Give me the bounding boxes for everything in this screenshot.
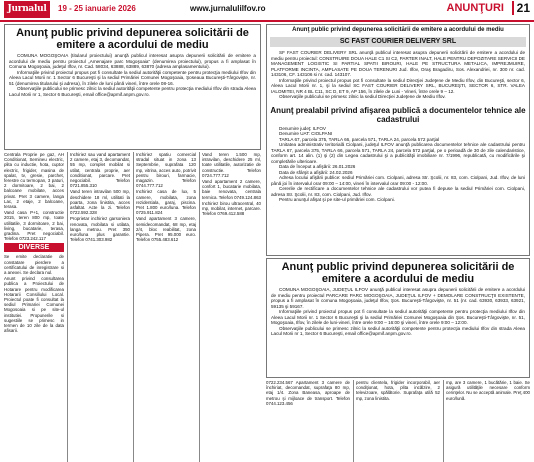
small-ad: mp, are 3 camere, 1 bucătărie, 1 baie. Se asigură utilităţile necesare conform cerinţelor. Nu se acceptă animale. Preţ 400 euro/lună. (446, 380, 530, 401)
notice-paragraph: Data de sfârşit a afişării: 24.02.2026 (279, 169, 353, 175)
ads-column-1 (4, 152, 64, 462)
announcement-fast-courier (266, 24, 530, 256)
small-ads-section (4, 152, 261, 462)
column-divider (443, 380, 444, 462)
announcement-paragraph: Informaţiile privind proiectul propus pot fi consultate la sediul autorităţii competente pentru protecţia mediului Ilfov din Aleea Lacul Morii nr. 1 Sector 6 Bucureşti şi la sediul Primăriei Comunei Mogoşoaia, Şoseaua Bucureşti-Târgovişte, nr. 51 (denumirea titularului şi adresa), în zilele de luni până vineri, între orele 08-16. (9, 69, 256, 86)
company-name-banner: SC FAST COURIER DELIVERY SRL (270, 37, 526, 47)
ads-column-4 (202, 152, 261, 462)
column-divider (133, 152, 134, 462)
small-ad: Vand apartament 2 camere, confort 1, bucatarie mobilata, baie renovata, centrala termica. Telefon 0749.124.863 (202, 179, 261, 200)
small-ad: 0722.234.567 Apartament 3 camere de închiriat, decomandat, suprafaţa 80 mp, etaj 1/4. Zona Baneasa, aproape de metrou şi mijloace de transport. Telefon 0744.123.456 (266, 380, 350, 406)
right-ads-column-2 (356, 380, 440, 462)
announcement-mogosoaia-parking (266, 258, 530, 378)
small-ad: pentru clientela, frigider incorporabil, aer condiţionat, hota, plita incălzire, 2 televizoare, spălătorie. Suprafaţa utilă 52 mp, zona linistita. (356, 380, 440, 401)
small-ad: Inchiriez birou ultracentral, 40 mp, mobilat, internet, parcare. Telefon 0769.412.588 (202, 200, 261, 217)
cadastre-notice-body (267, 126, 529, 203)
right-ads-column-3 (446, 380, 530, 462)
column-divider (199, 152, 200, 462)
page-number: 21 (512, 1, 530, 15)
announcement-paragraph: COMUNA MOGOŞOAIA (titularul proiectului) anunţă publicul interesat asupra depunerii solicitării de emitere a acordului de mediu pentru proiectul „Amenajare parc Mogoşoaia“ (denumirea proiectului), propus a fi amplasat în Comuna Mogoşoaia, judeţul Ilfov, nr. Cad. 58034, 63888, 63889, 63870 (adresa amplasamentului). (9, 53, 256, 69)
column-divider (67, 152, 68, 462)
small-ad: Anunt privind consultarea publica a Proiectului de Hotarare pentru modificarea Hotararii Consiliului Local. Proiectul poate fi consultat la sediul Primariei Comunei Mogosoaia si pe site-ul institutiei. Propunerile si sugestiile se primesc in termen de 10 zile de la data afisarii. (4, 276, 64, 334)
issue-date: 19 - 25 ianuarie 2026 (58, 4, 136, 13)
notice-paragraph: Pentru anunţul afişat şi pe site-ul primăriei com. Ciolpani. (279, 197, 395, 202)
ads-column-3 (136, 152, 196, 462)
announcement-body (267, 50, 529, 100)
small-ad: Inchiriez casa de lux, 5 camere, mobilata, zona rezidentiala, garaj, piscina. Pret 1.800 euro/luna. Telefon 0725.911.824 (136, 189, 196, 216)
small-ad: Vand teren 1.500 mp, intravilan, deschidere 25 ml, toate utilitatile, autorizatie de constructie. Telefon 0724.777.712 (202, 152, 261, 178)
small-ad: Vand apartament 3 camere, semidecomandat, 68 mp, etaj 2/4, bloc reabilitat, zona Pipera. Pret 95.000 euro. Telefon 0755.483.612 (136, 216, 196, 243)
announcement-body (271, 287, 525, 337)
website-url[interactable]: www.jurnalulilfov.ro (190, 4, 266, 13)
small-ad: Proprietar inchiriez garsoniera renovata, mobilata si utilata, langa metrou. Pret 350 euro/luna plus garantie. Telefon 0741.303.982 (70, 216, 130, 243)
announcement-mogosoaia-park (4, 24, 261, 150)
right-small-ads (266, 380, 530, 462)
notice-paragraph: Denumire judeţ: ILFOV (279, 125, 326, 131)
small-ad: Vand casa P+1, constructie 2015, teren 800 mp, toate utilitatile, 3 dormitoare, 2 bai, living, bucatarie, terasa, gradina. Pret negociabil. Telefon 0723.242.117 (4, 210, 64, 242)
small-ad: Inchiriez sau vand apartament 2 camere, etaj 3, decomandat, 55 mp, complet mobilat si utilat, centrala proprie, aer conditionat, parcare. Pret negociabil. Telefon 0721.855.310 (70, 152, 130, 189)
small-ad: Vand teren intravilan 500 mp, deschidere 18 ml, utilitati la poarta, zona linistita, acces asfaltat. Acte la zi. Telefon 0722.592.328 (70, 189, 130, 216)
notice-paragraph: Data de început a afişării: 26.01.2026 (279, 164, 356, 169)
section-label-diverse: DIVERSE (4, 243, 64, 252)
announcement-paragraph: Informaţiile privind proiectul propus pot fi consultate la sediul Direcţiei Judeţene de Mediu Ilfov, din Bucureşti, sector 6, Aleea Lacul Morii nr. 1, şi la sediul SC FAST COURIER DELIVERY SRL, BUCUREŞTI, SECTOR 6, STR. VALEA IALOMITEI, NR 4 BL C11, SC D, ET 9, AP 156, în zilele de Luni - Vineri, între orele 9 – 12. (271, 77, 525, 94)
notice-paragraph: Unitatea administrativ teritorială Ciolpani, judeţul ILFOV anunţă publicarea documentelor tehnice ale cadastrului pentru TARLA 67, parcela 375, TARLA 66, parcela 571, TARLA 24, parcela 572 parţial, pe o perioadă de 30 de zile calendaristice, conform art. 14 alin. (1) şi (2) din Legea cadastrului şi a publicităţii imobiliare nr. 7/1996, republicată, cu modificările şi completările ulterioare. (271, 142, 525, 164)
announcement-paragraph: Informaţiile privind proiectul propus pot fi consultate la sediul autorităţii competente pentru protecţia mediului Ilfov din Aleea Lacul Morii nr. 1 Sector 6 Bucureşti şi la sediul Primăriei Comunei Mogoşoaia din Şos. Bucureşti-Târgovişte, nr. 51, Mogoşoaia, Ilfov, în zilele de luni-vineri, între orele 9:00 – 16:00 şi vineri, între orele 9:00 – 12:00. (271, 309, 525, 325)
cadastre-notice-title: Anunţ prealabil privind afişarea publică a documentelor tehnice ale cadastrului (270, 105, 526, 124)
small-ad: Centrala Proprie pe gaz, AH Conditionat, Semineu electric, plita cu inductie, hota, cuptor electric, frigider, masina de spalat, tv, gresie, parchet, ferestre cu termopan, 3 paturi, 2 dormitoare, 2 bai, 2 balcoane mobilate, acces privat. Pret 3 camere, langa Lac, 2 etaje, 2 balcoane, terasa. (4, 152, 64, 210)
notice-paragraph: Adresa locului afişării publice: sediul Primăriei com. Ciolpani, adresa Str. Şcolii, nr. 83, com. Ciolpani, Jud. Ilfov, de luni până joi în intervalul orar 09:00 – 14:00, vineri în intervalul orar 09:00 - 12:00. (271, 175, 525, 186)
announcement-paragraph: COMUNA MOGOŞOAIA, JUDEŢUL ILFOV anunţă publicul interesat asupra depunerii solicitării de emitere a acordului de mediu pentru proiectul PARCARE PARC MOGOŞOAIA, JUDEŢUL ILFOV + DEMOLARE CONSTRUCŢII EXISTENTE, propus a fi amplasat în comuna Mogoşoaia, judeţul Ilfov, Şos. Bucureşti-Târgovişte, nr. 51 (nr. cad. 63930, 63933, 63921, 59135 şi 59167. (271, 287, 525, 309)
small-ad: Se emite declaratie de constatare pierdere a certificatului de inregistrare si a anexei. Se declara nul. (4, 254, 64, 276)
page-header (0, 0, 534, 22)
small-ad: Inchiriez spatiu comercial stradal situat in zona 13 Septembrie, suprafata 120 mp, vitrina, acces auto, potrivit pentru birouri, farmacie, magazin. Telefon 0744.777.712 (136, 152, 196, 189)
announcement-title: Anunţ public privind depunerea solicitării de emitere a acordului de mediu (16, 27, 249, 51)
column-divider (353, 380, 354, 462)
notice-paragraph: Cererile de rectificare a documentelor tehnice ale cadastrului vor putea fi depuse la sediul Primăriei com. Ciolpani, adresa Str. Şcolii, nr. 83, com. Ciolpani, Jud. Ilfov. (271, 186, 525, 197)
announcement-paragraph: Observaţiile publicului se primesc zilnic la sediul autorităţii competente pentru protecţia mediului Ilfov din strada Aleea Lacul Morii nr 1, Sector 6 Bucureşti, email office@apmif.anpm.gov.ro. (271, 325, 525, 336)
notice-paragraph: Denumire UAT: CIOLPANI (279, 131, 333, 136)
newspaper-logo: Jurnalul (4, 1, 50, 18)
announcement-body (9, 53, 256, 97)
announcement-paragraph: Observaţiile publicului se primesc zilnic la sediul autorităţii competente pentru protecţia mediului Ilfov din strada Aleea Lacul Morii nr 1, Sector 6 Bucureşti, email office@apmif.anpm.gov.ro. (9, 86, 256, 97)
ads-column-2 (70, 152, 130, 462)
notice-paragraph: TARLA 67, parcela 375, TARLA 66, parcela 571, TARLA 24, parcela 572 parţial (279, 136, 440, 142)
announcement-title: Anunţ public privind depunerea solicitării de emitere a acordului de mediu (292, 27, 504, 33)
announcement-paragraph: SF FAST COURIER DELIVERY SRL anunţă publicul interesat asupra depunerii solicitării de emitere a acordului de mediu pentru proiectul: CONSTRUIRE DOUA HALE C1 SI C2, PARTER INALT, HALE PENTRU DEPOZITARE SERVICII DE MANAGEMENT LOGISTIC SI PARTIAL SPATII BIROURI, HALE PE STRUCTURA METALICA, IMPREJMUIRE, PLATFORME INCINTA, AMPLASATE PE DOUA TERENURI Jud. Ilfov, Oraş Bragadiru, Sos. Alexandriei, nr. 300 nr. cad. 143106, CF. 143106 si nr. cad. 143107. (271, 50, 525, 77)
right-ads-column-1 (266, 380, 350, 462)
section-title: ANUNŢURI (446, 2, 504, 14)
announcement-paragraph: Observaţiile publicului se primesc zilnic la sediul Direcţiei Judeţene de Mediu Ilfov. (279, 94, 446, 99)
announcement-title: Anunţ public privind depunerea solicitării de emitere a acordului de mediu (281, 261, 515, 285)
